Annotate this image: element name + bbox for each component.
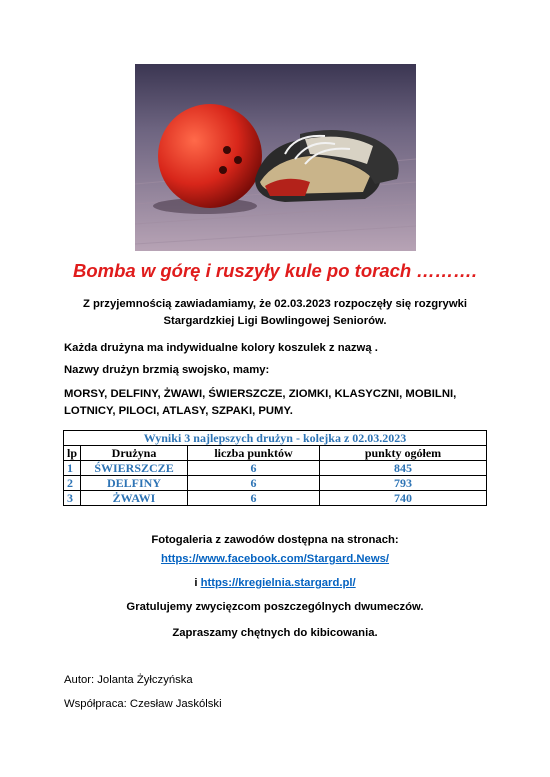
intro-line-2: Stargardzkiej Ligi Bowlingowej Seniorów.: [163, 315, 387, 327]
link2-prefix: i: [194, 577, 201, 589]
gallery-link2-row: [0, 575, 550, 592]
table-row: [64, 476, 487, 491]
cooperation-text: Współpraca: Czesław Jaskólski: [64, 698, 222, 710]
header-team: Drużyna: [81, 446, 188, 461]
row-team: ŚWIERSZCZE: [81, 461, 188, 476]
table-row: [64, 491, 487, 506]
row-team: ŻWAWI: [81, 491, 188, 506]
row-points: 6: [188, 461, 320, 476]
table-row: [64, 461, 487, 476]
row-points: 6: [188, 476, 320, 491]
row-lp: 1: [64, 461, 81, 476]
table-caption: Wyniki 3 najlepszych drużyn - kolejka z 02.03.2023: [64, 431, 487, 446]
results-table: [63, 430, 487, 506]
colors-text: Każda drużyna ma indywidualne kolory koszulek z nazwą .: [64, 342, 378, 354]
names-intro: Nazwy drużyn brzmią swojsko, mamy:: [64, 364, 270, 376]
row-lp: 3: [64, 491, 81, 506]
bowling-ball-and-shoes-image: [135, 64, 416, 251]
header-total: punkty ogółem: [320, 446, 487, 461]
facebook-link[interactable]: https://www.facebook.com/Stargard.News/: [160, 553, 390, 565]
author-text: Autor: Jolanta Żyłczyńska: [64, 674, 193, 686]
row-total: 845: [320, 461, 487, 476]
table-header-row: [64, 446, 487, 461]
table-caption-row: [64, 431, 487, 446]
teams-line-2: LOTNICY, PILOCI, ATLASY, SZPAKI, PUMY.: [64, 405, 293, 417]
kregielnia-link[interactable]: https://kregielnia.stargard.pl/: [200, 577, 356, 589]
invite-text: Zapraszamy chętnych do kibicowania.: [172, 627, 378, 639]
row-total: 740: [320, 491, 487, 506]
row-total: 793: [320, 476, 487, 491]
row-lp: 2: [64, 476, 81, 491]
bowling-photo: [135, 64, 416, 251]
gallery-link-row: [0, 551, 550, 568]
row-points: 6: [188, 491, 320, 506]
teams-line-1: MORSY, DELFINY, ŻWAWI, ŚWIERSZCZE, ZIOMKI, KLASYCZNI, MOBILNI,: [64, 388, 457, 400]
header-lp: lp: [64, 446, 81, 461]
header-points: liczba punktów: [188, 446, 320, 461]
headline: Bomba w górę i ruszyły kule po torach ……….: [73, 260, 477, 281]
congrats-text: Gratulujemy zwycięzcom poszczególnych dwumeczów.: [126, 601, 424, 613]
row-team: DELFINY: [81, 476, 188, 491]
gallery-text: Fotogaleria z zawodów dostępna na stronach:: [151, 534, 399, 546]
intro-line-1: Z przyjemnością zawiadamiamy, że 02.03.2023 rozpoczęły się rozgrywki: [82, 298, 468, 310]
